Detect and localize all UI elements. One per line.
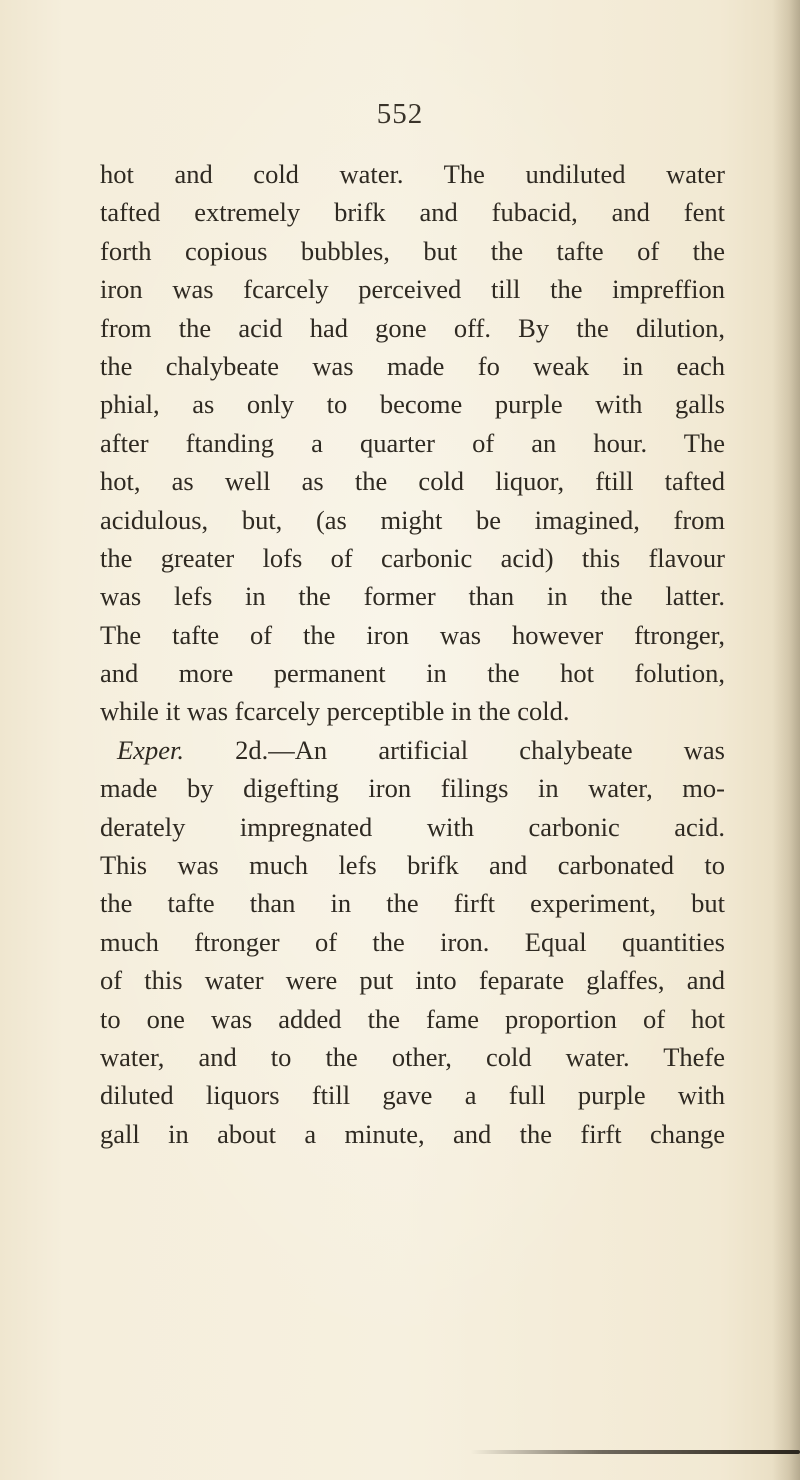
text-line: the chalybeate was made fo weak in each <box>100 350 725 381</box>
text-line: much ftronger of the iron. Equal quantities <box>100 926 725 957</box>
body-text <box>100 155 725 1153</box>
text-line: water, and to the other, cold water. Thefe <box>100 1041 725 1072</box>
text-line: from the acid had gone off. By the dilution, <box>100 312 725 343</box>
text-line: hot and cold water. The undiluted water <box>100 159 725 189</box>
page-number: 552 <box>376 98 424 130</box>
text-line: and more permanent in the hot folution, <box>100 658 725 689</box>
text-line: of this water were put into feparate glaffes, and <box>100 965 725 996</box>
text-line: to one was added the fame proportion of hot <box>100 1003 725 1034</box>
text-line: acidulous, but, (as might be imagined, from <box>100 504 725 535</box>
text-line: made by digefting iron filings in water, mo- <box>100 773 725 804</box>
experiment-label: Exper. <box>117 734 184 765</box>
text-line: the greater lofs of carbonic acid) this flavour <box>100 542 725 573</box>
text-line: after ftanding a quarter of an hour. The <box>100 427 725 458</box>
text-line: phial, as only to become purple with galls <box>100 389 725 420</box>
text-line: while it was fcarcely perceptible in the cold. <box>100 696 570 727</box>
bottom-rule <box>470 1450 800 1454</box>
text-line: was lefs in the former than in the latter. <box>100 581 725 612</box>
text-line: gall in about a minute, and the firft change <box>100 1118 725 1149</box>
text-line: hot, as well as the cold liquor, ftill tafted <box>100 466 725 497</box>
experiment-line-text: 2d.—An artificial chalybeate was <box>183 734 725 765</box>
text-line: iron was fcarcely perceived till the impreffion <box>100 274 725 305</box>
text-line: the tafte than in the firft experiment, but <box>100 888 725 919</box>
page-edge-shadow <box>772 0 800 1480</box>
text-line: derately impregnated with carbonic acid. <box>100 811 725 842</box>
text-line: The tafte of the iron was however ftronger, <box>100 619 725 650</box>
text-line: forth copious bubbles, but the tafte of the <box>100 235 725 266</box>
text-line: tafted extremely brifk and fubacid, and fent <box>100 197 725 228</box>
text-line: diluted liquors ftill gave a full purple with <box>100 1080 725 1111</box>
text-line: This was much lefs brifk and carbonated to <box>100 850 725 881</box>
experiment-heading-line <box>100 731 725 769</box>
